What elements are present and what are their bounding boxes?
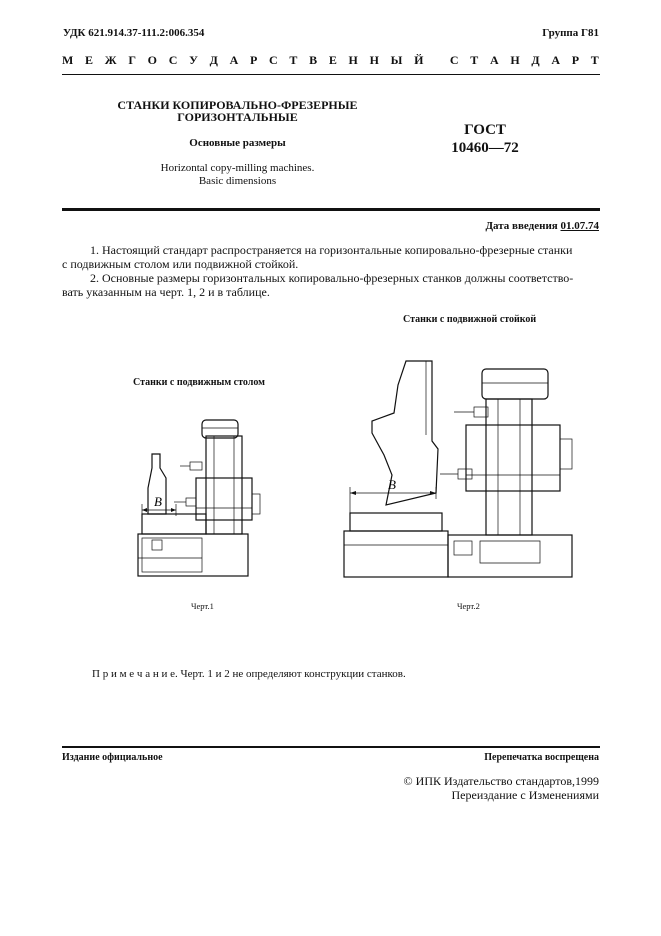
- fig1-drawing: [130, 418, 280, 583]
- fig1-label: Черт.1: [191, 601, 214, 611]
- standard-type-letter: Ы: [390, 53, 403, 67]
- udk-code: УДК 621.914.37-111.2:006.354: [63, 27, 205, 39]
- standard-type-letter: О: [147, 53, 158, 67]
- english-title-line-2: Basic dimensions: [198, 175, 277, 187]
- standard-type-letter: [435, 53, 438, 68]
- standard-type-letter: Й: [414, 53, 424, 67]
- reprint-prohibited: Перепечатка воспрещена: [484, 752, 599, 763]
- copyright-block: [404, 774, 599, 802]
- title-line-2: ГОРИЗОНТАЛЬНЫЕ: [177, 110, 298, 124]
- standard-type-letter: А: [551, 53, 561, 67]
- paragraph-1-line-2: с подвижным столом или подвижной стойкой.: [62, 257, 299, 271]
- fig2-dimension-label: B: [388, 477, 396, 492]
- gost-label: ГОСТ: [464, 122, 506, 138]
- standard-type-letter: В: [309, 53, 318, 67]
- intro-date-value: 01.07.74: [560, 220, 599, 232]
- reissue-note: Переиздание с Изменениями: [451, 788, 599, 802]
- fig2-fixture: [372, 361, 438, 505]
- fig2-motor: [482, 369, 548, 399]
- note-text: Черт. 1 и 2 не определяют конструкции станков.: [180, 668, 406, 680]
- standard-type-letter: Д: [209, 53, 218, 67]
- standard-type-letter: С: [449, 53, 459, 67]
- intro-date-label: Дата введения: [485, 220, 558, 232]
- fig2-label: Черт.2: [457, 601, 480, 611]
- gost-number: 10460—72: [451, 140, 519, 156]
- top-rule: [62, 74, 600, 75]
- standard-type-letter: Т: [289, 53, 298, 67]
- paragraph-1: [62, 243, 600, 271]
- paragraph-2-line-2: вать указанным на черт. 1, 2 и в таблице.: [62, 285, 270, 299]
- document-title: [105, 99, 370, 123]
- document-subtitle: Основные размеры: [189, 137, 286, 149]
- standard-type-heading: [62, 53, 599, 68]
- standard-type-letter: Н: [369, 53, 379, 67]
- standard-type-letter: С: [168, 53, 178, 67]
- group-code: Группа Г81: [542, 27, 599, 39]
- header-separator: [62, 208, 600, 211]
- standard-type-letter: С: [269, 53, 278, 67]
- introduction-date: [485, 220, 599, 232]
- standard-type-letter: Н: [510, 53, 520, 67]
- standard-type-letter: Т: [470, 53, 479, 67]
- fig1-dimension-label: B: [154, 494, 162, 509]
- title-line-1: СТАНКИ КОПИРОВАЛЬНО-ФРЕЗЕРНЫЕ: [117, 98, 358, 112]
- fig2-caption: Станки с подвижной стойкой: [403, 314, 537, 325]
- note-prefix: П р и м е ч а н и е.: [92, 668, 178, 680]
- fig2-spindle-head: [466, 425, 560, 491]
- english-title: [105, 162, 370, 188]
- paragraph-1-line-1: 1. Настоящий стандарт распространяется на горизонтальные копировально-фрезерные станки: [90, 243, 573, 257]
- standard-type-letter: А: [489, 53, 499, 67]
- note: [92, 668, 406, 680]
- fig2-drawing: [340, 355, 575, 583]
- fig2-base: [344, 531, 448, 577]
- fig1-caption: Станки с подвижным столом: [133, 377, 265, 388]
- standard-type-letter: Р: [249, 53, 258, 67]
- fig1-column: [206, 436, 242, 534]
- standard-type-letter: Д: [531, 53, 540, 67]
- standard-type-letter: Т: [590, 53, 599, 67]
- fig1-motor: [202, 420, 238, 438]
- standard-type-letter: Р: [571, 53, 580, 67]
- footer-rule: [62, 746, 600, 748]
- standard-type-letter: Н: [348, 53, 358, 67]
- standard-type-letter: Г: [128, 53, 136, 67]
- fig2-table: [350, 513, 442, 531]
- english-title-line-1: Horizontal copy-milling machines.: [160, 162, 315, 174]
- paragraph-2: [62, 271, 600, 299]
- standard-type-letter: У: [189, 53, 198, 67]
- official-edition: Издание официальное: [62, 752, 163, 763]
- standard-type-letter: М: [62, 53, 74, 67]
- standard-type-letter: Ж: [104, 53, 117, 67]
- fig2-column: [486, 399, 532, 535]
- standard-type-letter: А: [229, 53, 239, 67]
- standard-type-letter: Е: [328, 53, 337, 67]
- gost-designation: [440, 121, 530, 157]
- standard-type-letter: Е: [85, 53, 94, 67]
- copyright: © ИПК Издательство стандартов,1999: [403, 774, 599, 788]
- paragraph-2-line-1: 2. Основные размеры горизонтальных копировально-фрезерных станков должны соответство-: [90, 271, 574, 285]
